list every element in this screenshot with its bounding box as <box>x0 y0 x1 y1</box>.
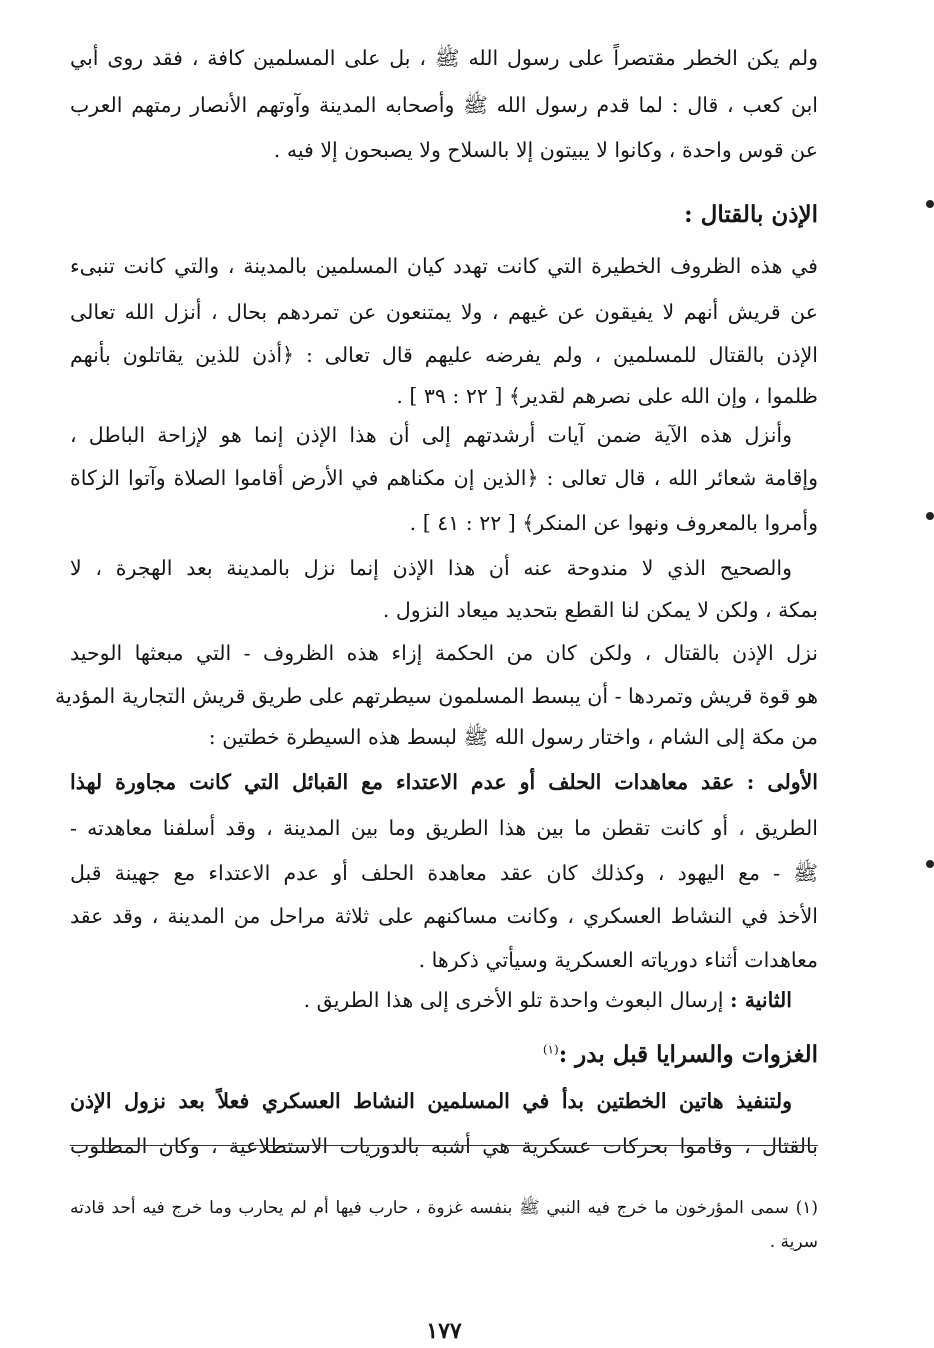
text-line: عن قريش أنهم لا يفيقون عن غيهم ، ولا يمتنعون عن تمردهم بحال ، أنزل الله تعالى <box>70 300 818 324</box>
text-line: بمكة ، ولكن لا يمكن لنا القطع بتحديد ميعاد النزول . <box>382 598 818 622</box>
text-line: وإقامة شعائر الله ، قال تعالى : ﴿الذين إن مكناهم في الأرض أقاموا الصلاة وآتوا الزكاة <box>70 466 818 490</box>
text-line: الإذن بالقتال للمسلمين ، ولم يفرضه عليهم قال تعالى : ﴿أذن للذين يقاتلون بأنهم <box>70 343 818 367</box>
text-line: الأخذ في النشاط العسكري ، وكانت مساكنهم على ثلاثة مراحل من المدينة ، وقد عقد <box>70 904 818 928</box>
text-segment: عقد معاهدات الحلف أو عدم الاعتداء مع القبائل التي كانت مجاورة لهذا <box>70 770 735 794</box>
label-first: الأولى : <box>746 770 818 794</box>
margin-mark <box>926 860 934 868</box>
text-segment: إرسال البعوث واحدة تلو الأخرى إلى هذا الطريق . <box>303 988 724 1012</box>
heading-text: الغزوات والسرايا قبل بدر : <box>558 1041 818 1068</box>
text-line: وأمروا بالمعروف ونهوا عن المنكر﴾ [ ٢٢ : ٤١ ] . <box>409 511 818 535</box>
section-heading <box>70 1043 818 1066</box>
footnote-rule <box>70 1145 818 1146</box>
text-line: وأنزل هذه الآية ضمن آيات أرشدتهم إلى أن هذا الإذن إنما هو لإزاحة الباطل ، <box>70 423 792 447</box>
margin-mark <box>926 200 934 208</box>
text-line-second <box>70 990 792 1011</box>
text-line: ولتنفيذ هاتين الخطتين بدأ في المسلمين النشاط العسكري فعلاً بعد نزول الإذن <box>70 1089 792 1113</box>
text-line: معاهدات أثناء دورياته العسكرية وسيأتي ذكرها . <box>418 948 818 972</box>
page-number: ١٧٧ <box>426 1318 462 1344</box>
footnote-ref: (١) <box>542 1042 559 1057</box>
text-line: الطريق ، أو كانت تقطن ما بين هذا الطريق وما بين المدينة ، وقد أسلفنا معاهدته - <box>70 816 818 840</box>
label-second: الثانية : <box>730 988 792 1012</box>
margin-mark <box>926 512 934 520</box>
text-line: ظلموا ، وإن الله على نصرهم لقدير﴾ [ ٢٢ : ٣٩ ] . <box>396 384 818 408</box>
text-line: ولم يكن الخطر مقتصراً على رسول الله ﷺ ، بل على المسلمين كافة ، فقد روى أبي <box>70 46 818 70</box>
text-line: بالقتال ، وقاموا بحركات عسكرية هي أشبه بالدوريات الاستطلاعية ، وكان المطلوب <box>70 1134 818 1158</box>
text-line: من مكة إلى الشام ، واختار رسول الله ﷺ لبسط هذه السيطرة خطتين : <box>208 725 818 749</box>
footnote-line: سرية . <box>769 1232 818 1252</box>
section-heading: الإذن بالقتال : <box>684 201 818 228</box>
footnote-line: (١) سمى المؤرخون ما خرج فيه النبي ﷺ بنفسه غزوة ، حارب فيها أم لم يحارب وما خرج فيه أحد قادته <box>70 1198 818 1218</box>
text-line: والصحيح الذي لا مندوحة عنه أن هذا الإذن إنما نزل بالمدينة بعد الهجرة ، لا <box>70 556 792 580</box>
text-line: هو قوة قريش وتمردها - أن يبسط المسلمون سيطرتهم على طريق قريش التجارية المؤدية <box>54 684 818 708</box>
text-line: في هذه الظروف الخطيرة التي كانت تهدد كيان المسلمين بالمدينة ، والتي كانت تنبىء <box>70 254 818 278</box>
text-line-first <box>70 772 818 793</box>
text-line: ابن كعب ، قال : لما قدم رسول الله ﷺ وأصحابه المدينة وآوتهم الأنصار رمتهم العرب <box>70 93 818 117</box>
text-line: ﷺ - مع اليهود ، وكذلك كان عقد معاهدة الحلف أو عدم الاعتداء مع جهينة قبل <box>70 861 818 885</box>
text-line: عن قوس واحدة ، وكانوا لا يبيتون إلا بالسلاح ولا يصبحون إلا فيه . <box>273 138 818 162</box>
text-line: نزل الإذن بالقتال ، ولكن كان من الحكمة إزاء هذه الظروف - التي مبعثها الوحيد <box>70 641 818 665</box>
